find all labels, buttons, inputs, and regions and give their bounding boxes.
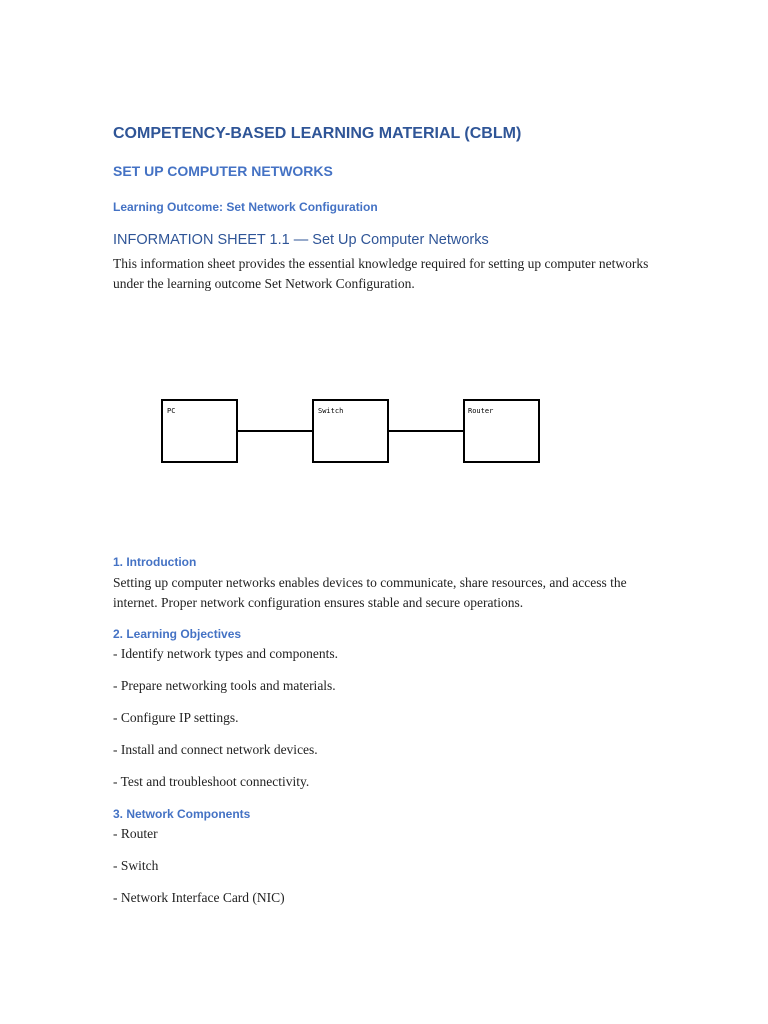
- learning-outcome-heading: Learning Outcome: Set Network Configuration: [113, 200, 378, 214]
- pc-node-label: PC: [167, 407, 176, 415]
- document-subtitle: SET UP COMPUTER NETWORKS: [113, 163, 333, 179]
- introduction-text: Setting up computer networks enables devices to communicate, share resources, and access the internet. Proper network configuration ensures stable and secure operations.: [113, 575, 627, 610]
- router-node-label: Router: [468, 407, 494, 415]
- objective-item: - Configure IP settings.: [113, 710, 239, 725]
- switch-node-label: Switch: [318, 407, 344, 415]
- document-title: COMPETENCY-BASED LEARNING MATERIAL (CBLM): [113, 125, 522, 142]
- info-sheet-title: INFORMATION SHEET 1.1 — Set Up Computer Networks: [113, 232, 489, 248]
- objective-item: - Identify network types and components.: [113, 646, 338, 661]
- info-sheet-intro: This information sheet provides the essential knowledge required for setting up computer networks under the learning outcome Set Network Configuration.: [113, 256, 649, 291]
- objective-item: - Prepare networking tools and materials.: [113, 678, 336, 693]
- objective-item: - Install and connect network devices.: [113, 742, 318, 757]
- section-heading-components: 3. Network Components: [113, 807, 251, 821]
- component-item: - Network Interface Card (NIC): [113, 890, 285, 905]
- component-item: - Router: [113, 826, 158, 841]
- section-heading-objectives: 2. Learning Objectives: [113, 627, 242, 641]
- section-heading-introduction: 1. Introduction: [113, 555, 197, 569]
- network-diagram: [160, 398, 542, 466]
- component-item: - Switch: [113, 858, 159, 873]
- objective-item: - Test and troubleshoot connectivity.: [113, 774, 310, 789]
